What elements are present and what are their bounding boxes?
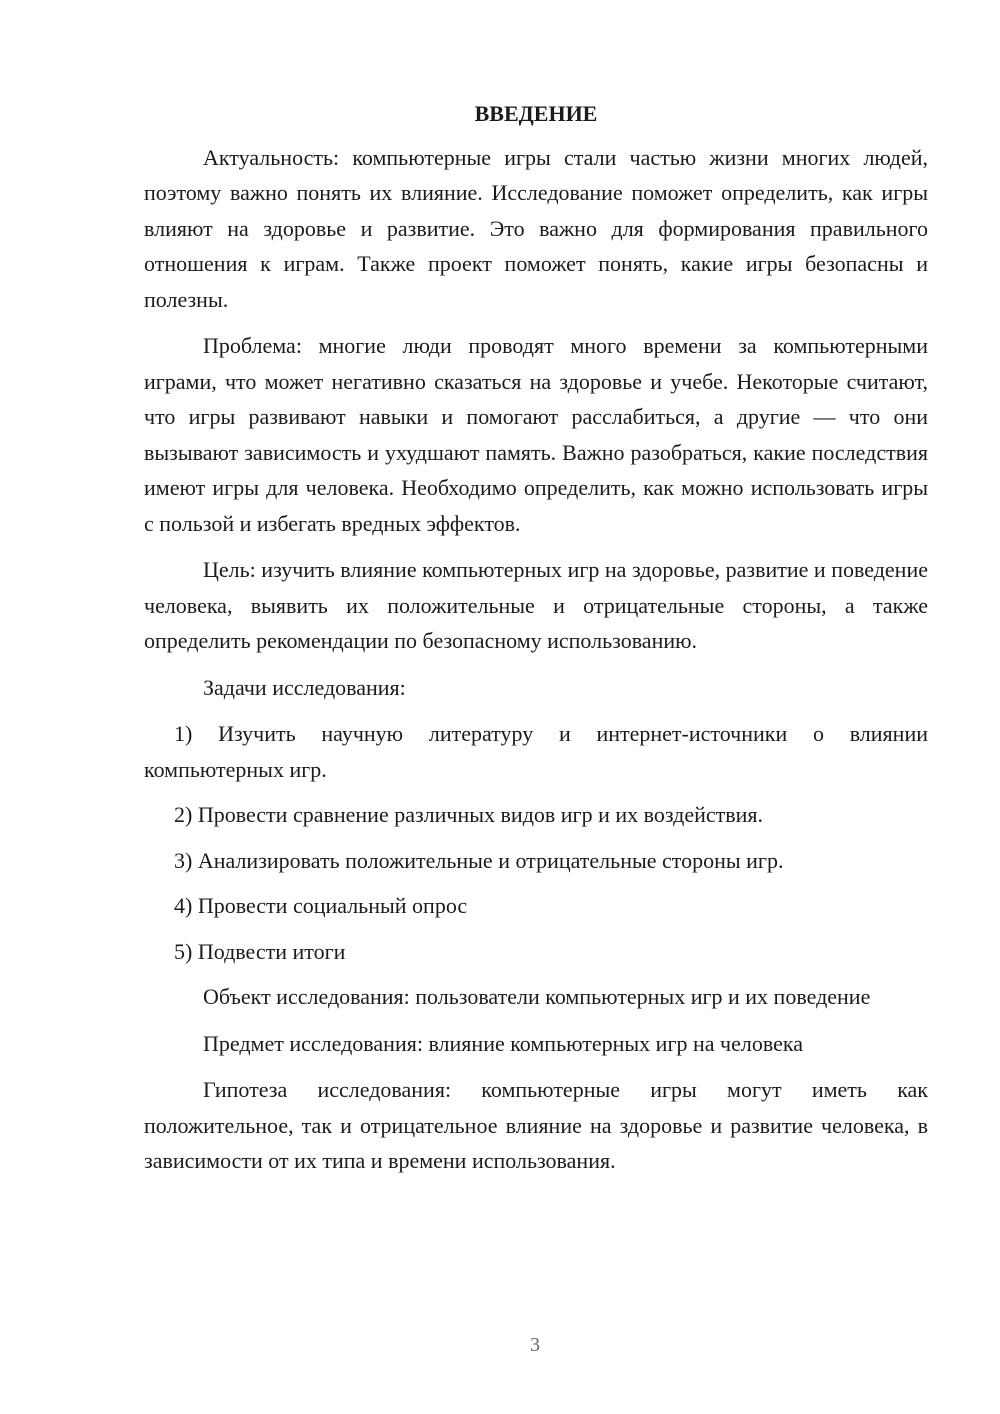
- paragraph-goal: Цель: изучить влияние компьютерных игр на здоровье, развитие и поведение человека, выявить их положительные и отрицательные стороны, а также определить рекомендации по безопасному использованию.: [144, 557, 928, 653]
- paragraph-subject: Предмет исследования: влияние компьютерных игр на человека: [203, 1030, 803, 1056]
- task-item: 5) Подвести итоги: [174, 938, 346, 964]
- paragraph-problem: Проблема: многие люди проводят много времени за компьютерными играми, что может негативно сказаться на здоровье и учебе. Некоторые считают, что игры развивают навыки и помогают расслабиться, а другие — что они вызывают зависимость и ухудшают память. Важно разобраться, какие последствия имеют игры для человека. Необходимо определить, как можно использовать игры с пользой и избегать вредных эффектов.: [144, 333, 928, 536]
- paragraph-relevance: Актуальность: компьютерные игры стали частью жизни многих людей, поэтому важно понять их влияние. Исследование поможет определить, как игры влияют на здоровье и развитие. Это важно для формирования правильного отношения к играм. Также проект поможет понять, какие игры безопасны и полезны.: [144, 144, 928, 312]
- paragraph-tasks-heading: Задачи исследования:: [203, 674, 406, 700]
- page-content: [144, 96, 928, 1190]
- task-item: 3) Анализировать положительные и отрицательные стороны игр.: [174, 847, 784, 873]
- page-title: ВВЕДЕНИЕ: [474, 101, 598, 126]
- page-number: 3: [530, 1334, 540, 1356]
- task-item: 1) Изучить научную литературу и интернет-источники о влиянии компьютерных игр.: [144, 721, 928, 782]
- paragraph-hypothesis: Гипотеза исследования: компьютерные игры могут иметь как положительное, так и отрицательное влияние на здоровье и развитие человека, в зависимости от их типа и времени использования.: [144, 1077, 928, 1173]
- paragraph-object: Объект исследования: пользователи компьютерных игр и их поведение: [203, 984, 871, 1009]
- task-item: 2) Провести сравнение различных видов игр и их воздействия.: [174, 802, 764, 827]
- task-item: 4) Провести социальный опрос: [174, 893, 468, 918]
